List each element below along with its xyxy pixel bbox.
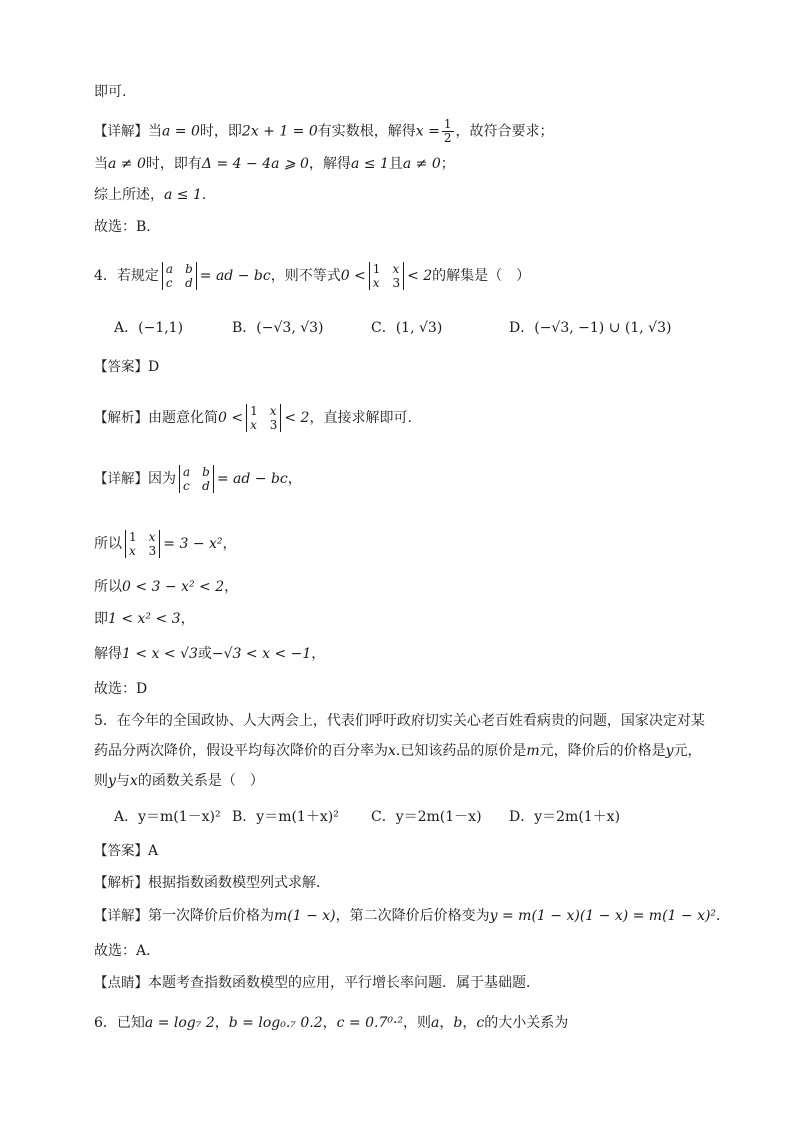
- text: 故选：D: [94, 681, 148, 697]
- text: ，: [222, 536, 237, 552]
- math: y = m(1 − x)(1 − x) = m(1 − x)²: [489, 908, 717, 924]
- determinant: [162, 262, 197, 290]
- text: 综上所述，: [94, 187, 164, 203]
- text: ，: [322, 1015, 337, 1031]
- text: ，则不等式: [270, 268, 341, 284]
- math: = 3 − x²: [163, 536, 223, 552]
- det-cell: c: [165, 276, 173, 290]
- option-text: (1, √3): [395, 320, 443, 336]
- section-tag: 【详解】: [94, 123, 148, 140]
- text: 即可.: [94, 84, 127, 100]
- det-cell: x: [250, 418, 257, 432]
- text: ，: [311, 646, 326, 662]
- text: 的大小关系为: [484, 1015, 569, 1031]
- text-line: [94, 118, 554, 145]
- answer-line: [94, 357, 159, 377]
- det-cell: x: [372, 276, 380, 290]
- text: ，: [462, 1015, 477, 1031]
- math: < 2: [407, 268, 433, 284]
- text: 的解集是（ ）: [432, 268, 531, 284]
- det-cell: b: [185, 262, 193, 276]
- option-b: [232, 807, 339, 827]
- option-a: [114, 807, 221, 827]
- det-cell: 1: [250, 404, 258, 418]
- option-d: [509, 807, 620, 827]
- math: a ≤ 1: [350, 156, 389, 172]
- math: x: [129, 773, 138, 789]
- text: 当: [94, 156, 108, 172]
- text: 根据指数函数模型列式求解．: [148, 875, 330, 891]
- determinant: [125, 530, 160, 558]
- det-cell: 3: [148, 544, 157, 558]
- text: 当: [148, 123, 162, 140]
- det-cell: 1: [129, 530, 137, 544]
- step-line: [94, 530, 237, 558]
- option-a: [114, 318, 183, 338]
- option-text: (−√3, √3): [256, 320, 324, 336]
- text: .已知该药品的原价是: [395, 743, 527, 759]
- question-5-stem: [94, 741, 702, 761]
- option-d: [509, 318, 671, 338]
- text: 第一次降价后价格为: [148, 908, 274, 924]
- det-cell: 1: [372, 262, 381, 276]
- option-b: [232, 318, 324, 338]
- question-number: 6．已知: [94, 1015, 145, 1031]
- question-6-stem: [94, 1013, 568, 1033]
- math: 0 <: [218, 410, 244, 426]
- detail-line: [94, 465, 302, 493]
- determinant: [246, 404, 281, 432]
- text: 时，即有: [145, 156, 202, 172]
- math: < 2: [284, 410, 310, 426]
- det-cell: d: [185, 276, 193, 290]
- text: 则: [94, 773, 108, 789]
- det-cell: c: [183, 479, 190, 493]
- det-cell: 3: [392, 276, 401, 290]
- option-c: [371, 318, 442, 338]
- option-text: (−√3, −1) ∪ (1, √3): [534, 320, 672, 336]
- det-cell: x: [269, 404, 277, 418]
- math: x =: [415, 123, 440, 140]
- answer-line: [94, 841, 158, 861]
- option-text: B．y＝m(1＋x)²: [232, 809, 339, 825]
- fraction-numerator: 1: [443, 117, 452, 131]
- math: x: [388, 743, 396, 759]
- detail-line: [94, 906, 730, 926]
- text: ，: [180, 611, 195, 627]
- question-5-stem: [94, 711, 705, 731]
- option-c: [371, 807, 482, 827]
- text: 药品分两次降价，假设平均每次降价的百分率为: [94, 743, 388, 759]
- text: ，故符合要求；: [455, 123, 554, 140]
- text: ，: [439, 1015, 454, 1031]
- math: = ad − bc: [216, 471, 288, 487]
- det-cell: x: [129, 544, 136, 558]
- text: 由题意化简: [148, 410, 218, 426]
- question-4-stem: [94, 262, 530, 290]
- text: ，: [214, 1015, 229, 1031]
- option-text: C．y＝2m(1－x): [371, 809, 482, 825]
- text: ，第二次降价后价格变为: [335, 908, 490, 924]
- math: Δ = 4 − 4a ⩾ 0: [201, 156, 309, 172]
- text: ，直接求解即可.: [309, 410, 412, 426]
- det-cell: a: [183, 465, 191, 479]
- section-tag: 【答案】: [94, 843, 148, 859]
- math: b: [453, 1015, 463, 1031]
- text-line: [94, 941, 160, 961]
- math: 0 <: [340, 268, 366, 284]
- det-cell: a: [165, 262, 174, 276]
- text: 元，降价后的价格是: [539, 743, 666, 759]
- text: 解得: [94, 646, 122, 662]
- math: = ad − bc: [199, 268, 271, 284]
- text: 5．在今年的全国政协、人大两会上，代表们呼吁政府切实关心老百姓看病贵的问题，国家决定对某: [94, 713, 705, 729]
- math: a ≤ 1.: [164, 187, 207, 203]
- section-tag: 【解析】: [94, 875, 148, 891]
- text: ，: [287, 471, 302, 487]
- step-line: [94, 644, 325, 664]
- comment-line: [94, 973, 540, 993]
- math: 2x + 1 = 0: [241, 123, 318, 140]
- math: 0 < 3 − x² < 2: [122, 579, 225, 595]
- text-line: [94, 217, 151, 237]
- math: m(1 − x): [274, 908, 336, 924]
- text-line: [94, 679, 147, 699]
- math: a = 0: [162, 123, 200, 140]
- text: 即: [94, 611, 108, 627]
- option-text: (−1,1): [138, 320, 184, 336]
- answer: A: [148, 843, 159, 859]
- fraction: [442, 118, 454, 145]
- option-label: C．: [371, 320, 396, 336]
- text: 本题考查指数函数模型的应用，平行增长率问题．属于基础题．: [148, 975, 540, 991]
- math: a ≠ 0: [108, 156, 146, 172]
- det-cell: b: [202, 465, 210, 479]
- analysis-line: [94, 873, 330, 893]
- section-tag: 【点睛】: [94, 975, 148, 991]
- det-cell: d: [202, 479, 210, 493]
- text: 因为: [148, 471, 176, 487]
- det-cell: 3: [269, 418, 278, 432]
- math: c: [476, 1015, 485, 1031]
- text: ；: [440, 156, 455, 172]
- math: c = 0.7⁰·²: [336, 1015, 404, 1031]
- option-label: A．: [114, 320, 139, 336]
- text-line: [94, 154, 455, 174]
- section-tag: 【解析】: [94, 410, 148, 426]
- text: 有实数根，解得: [317, 123, 416, 140]
- determinant: [369, 262, 404, 290]
- det-cell: x: [148, 530, 156, 544]
- option-text: D．y＝2m(1＋x): [509, 809, 621, 825]
- option-label: B．: [232, 320, 257, 336]
- text: ，则: [403, 1015, 432, 1031]
- option-label: D．: [509, 320, 535, 336]
- text: ．: [716, 908, 731, 924]
- text: 元，: [673, 743, 702, 759]
- section-tag: 【详解】: [94, 908, 148, 924]
- answer: D: [148, 359, 160, 375]
- math: a ≠ 0: [402, 156, 441, 172]
- determinant: [179, 465, 214, 493]
- text-line: [94, 82, 126, 102]
- text: ，解得: [308, 156, 351, 172]
- text: 或: [197, 646, 212, 662]
- text: 且: [388, 156, 403, 172]
- math: y: [665, 743, 674, 759]
- text: 所以: [94, 579, 122, 595]
- analysis-line: [94, 404, 412, 432]
- det-cell: x: [392, 262, 400, 276]
- text: 故选：A．: [94, 943, 161, 959]
- fraction-denominator: 2: [443, 131, 452, 145]
- math: 1 < x < √3: [122, 646, 198, 662]
- step-line: [94, 609, 195, 629]
- option-text: A．y＝m(1－x)²: [114, 809, 221, 825]
- math: a: [431, 1015, 440, 1031]
- text: 的函数关系是（ ）: [137, 773, 264, 789]
- section-tag: 【答案】: [94, 359, 148, 375]
- section-tag: 【详解】: [94, 471, 148, 487]
- math: b = log₀.₇ 0.2: [228, 1015, 323, 1031]
- text: ，: [224, 579, 239, 595]
- text: 时，即: [199, 123, 242, 140]
- step-line: [94, 577, 238, 597]
- math: y: [108, 773, 116, 789]
- math: a = log₇ 2: [144, 1015, 215, 1031]
- text: 与: [115, 773, 130, 789]
- text-line: [94, 185, 206, 205]
- math: −√3 < x < −1: [211, 646, 312, 662]
- math: 1 < x² < 3: [108, 611, 181, 627]
- text: 故选：B.: [94, 219, 151, 235]
- question-5-stem: [94, 771, 264, 791]
- text: 所以: [94, 536, 122, 552]
- math: m: [526, 743, 540, 759]
- question-number: 4．若规定: [94, 268, 159, 284]
